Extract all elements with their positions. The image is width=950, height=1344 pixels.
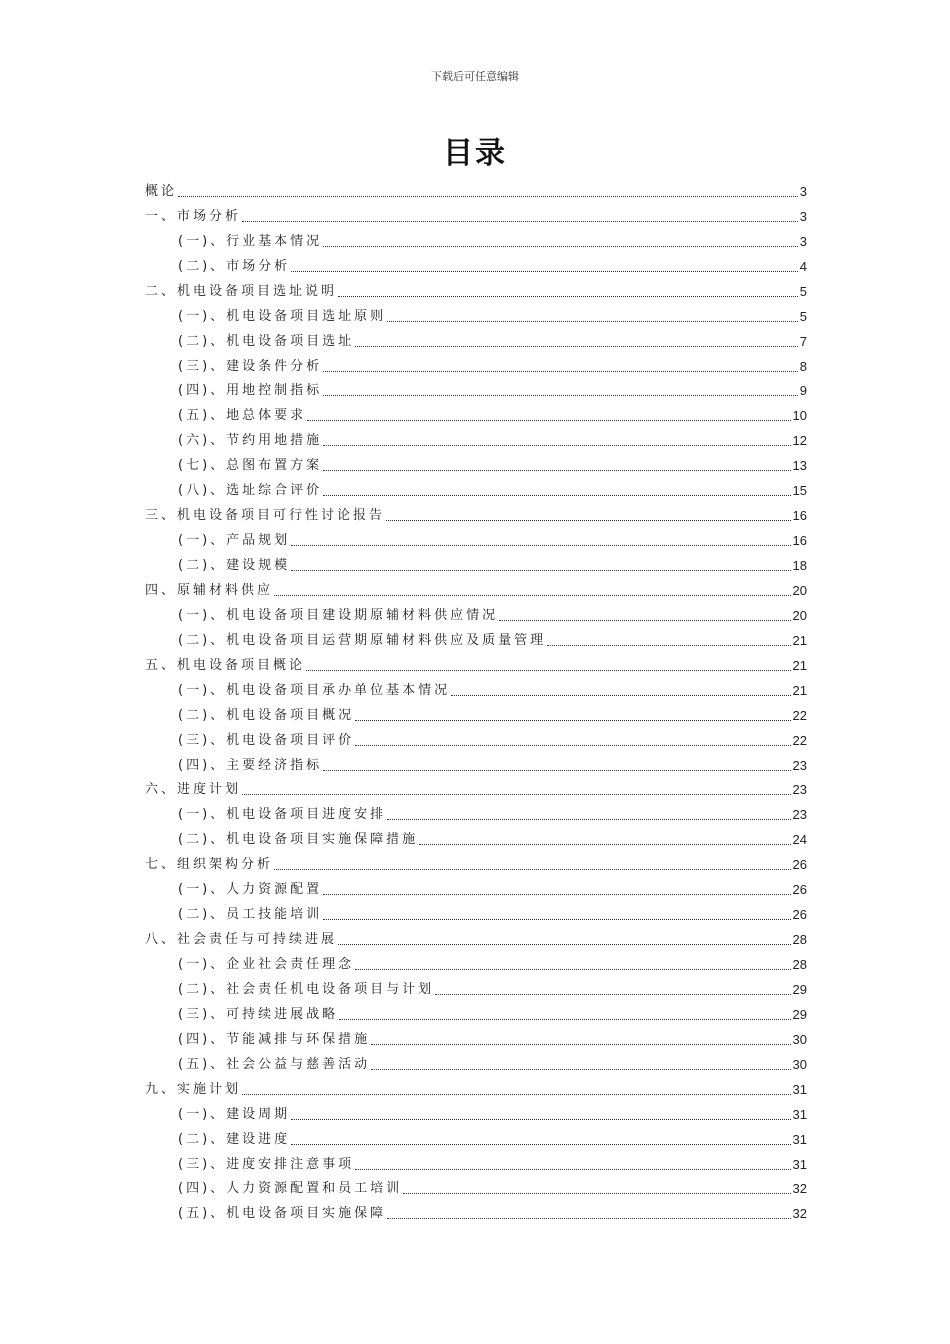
toc-entry[interactable] (145, 750, 807, 775)
toc-entry-page-number: 23 (792, 807, 807, 823)
toc-entry[interactable] (145, 176, 807, 201)
toc-entry-label: (四)、主要经济指标 (178, 757, 323, 773)
dot-leader (339, 1019, 790, 1020)
toc-entry-page-number: 23 (792, 782, 807, 798)
toc-entry-label: (三)、机电设备项目评价 (178, 732, 355, 748)
toc-entry-label: (一)、企业社会责任理念 (178, 957, 355, 972)
dot-leader (499, 620, 790, 621)
toc-entry-page-number: 26 (792, 907, 807, 923)
toc-entry-page-number: 7 (799, 333, 807, 349)
toc-entry[interactable] (145, 500, 807, 525)
toc-entry[interactable] (145, 1049, 807, 1074)
toc-entry-page-number: 32 (792, 1181, 807, 1197)
dot-leader (387, 321, 798, 322)
dot-leader (323, 470, 790, 471)
toc-entry[interactable] (145, 600, 807, 625)
toc-entry-page-number: 31 (792, 1156, 807, 1172)
toc-entry-page-number: 8 (799, 358, 807, 374)
toc-entry-page-number: 20 (792, 582, 807, 598)
toc-entry-page-number: 31 (792, 1106, 807, 1122)
toc-entry-page-number: 32 (792, 1206, 807, 1222)
dot-leader (387, 819, 790, 820)
toc-entry-label: 六、进度计划 (145, 782, 242, 798)
toc-entry[interactable] (145, 725, 807, 750)
toc-title: 目录 (443, 136, 507, 171)
toc-entry[interactable] (145, 475, 807, 500)
toc-entry-label: (五)、社会公益与慈善活动 (178, 1056, 371, 1072)
toc-entry-label: (二)、社会责任机电设备项目与计划 (178, 981, 435, 997)
toc-entry-label: 一、市场分析 (145, 208, 242, 224)
toc-entry[interactable] (145, 400, 807, 425)
toc-entry[interactable] (145, 376, 807, 401)
toc-entry[interactable] (145, 226, 807, 251)
toc-entry[interactable] (145, 799, 807, 824)
toc-entry[interactable] (145, 1074, 807, 1099)
dot-leader (291, 570, 790, 571)
toc-entry-label: (二)、机电设备项目选址 (178, 333, 355, 349)
dot-leader (306, 670, 791, 671)
toc-entry-label: (三)、可持续进展战略 (178, 1006, 339, 1022)
toc-entry-label: (二)、机电设备项目概况 (178, 707, 355, 723)
toc-entry-label: 八、社会责任与可持续进展 (145, 932, 338, 948)
toc-entry-page-number: 26 (792, 882, 807, 898)
toc-entry-page-number: 21 (792, 632, 807, 648)
toc-entry-label: (二)、机电设备项目实施保障措施 (178, 832, 419, 848)
dot-leader (291, 1144, 790, 1145)
toc-entry-page-number: 3 (799, 233, 807, 249)
toc-entry-page-number: 28 (792, 957, 807, 972)
toc-entry-page-number: 22 (792, 707, 807, 723)
toc-entry-page-number: 29 (792, 981, 807, 997)
toc-entry[interactable] (145, 650, 807, 675)
dot-leader (355, 745, 790, 746)
toc-entry-label: (一)、机电设备项目进度安排 (178, 807, 387, 823)
dot-leader (355, 1169, 790, 1170)
toc-entry[interactable] (145, 874, 807, 899)
toc-entry-label: (一)、机电设备项目承办单位基本情况 (178, 682, 451, 698)
toc-entry-page-number: 31 (792, 1131, 807, 1147)
toc-entry[interactable] (145, 351, 807, 376)
toc-entry-label: (七)、总图布置方案 (178, 458, 323, 474)
toc-entry[interactable] (145, 824, 807, 849)
toc-entry-label: (三)、建设条件分析 (178, 358, 323, 374)
toc-entry[interactable] (145, 326, 807, 351)
header-note: 下载后可任意编辑 (431, 70, 519, 83)
dot-leader (355, 346, 798, 347)
toc-entry[interactable] (145, 974, 807, 999)
toc-entry-page-number: 23 (792, 757, 807, 773)
toc-entry-label: 四、原辅材料供应 (145, 582, 274, 598)
toc-entry-label: (一)、机电设备项目选址原则 (178, 308, 387, 324)
dot-leader (307, 420, 790, 421)
toc-entry-page-number: 15 (792, 483, 807, 499)
dot-leader (274, 595, 791, 596)
toc-entry-label: 三、机电设备项目可行性讨论报告 (145, 508, 386, 524)
toc-entry[interactable] (145, 425, 807, 450)
toc-entry[interactable] (145, 625, 807, 650)
toc-entry-page-number: 26 (792, 857, 807, 873)
toc-entry-label: (二)、建设规模 (178, 558, 291, 573)
toc-entry[interactable] (145, 201, 807, 226)
toc-entry[interactable] (145, 1124, 807, 1149)
toc-entry-page-number: 5 (799, 283, 807, 299)
toc-entry[interactable] (145, 924, 807, 949)
toc-entry-label: (四)、用地控制指标 (178, 383, 323, 399)
toc-entry-label: (二)、市场分析 (178, 258, 291, 274)
toc-entry-label: (一)、人力资源配置 (178, 882, 323, 898)
dot-leader (242, 1094, 791, 1095)
toc-entry-label: (二)、机电设备项目运营期原辅材料供应及质量管理 (178, 632, 547, 648)
toc-entry[interactable] (145, 1174, 807, 1199)
toc-entry-label: (五)、机电设备项目实施保障 (178, 1206, 387, 1222)
toc-entry-label: (六)、节约用地措施 (178, 433, 323, 449)
toc-entry[interactable] (145, 849, 807, 874)
toc-entry[interactable] (145, 1198, 807, 1223)
toc-entry-page-number: 29 (792, 1006, 807, 1022)
toc-entry-page-number: 4 (799, 258, 807, 274)
toc-entry[interactable] (145, 450, 807, 475)
dot-leader (435, 994, 790, 995)
toc-entry-label: 九、实施计划 (145, 1081, 242, 1097)
dot-leader (323, 919, 790, 920)
toc-entry-page-number: 10 (792, 408, 807, 424)
toc-entry-label: (一)、行业基本情况 (178, 233, 323, 249)
table-of-contents (145, 176, 807, 1223)
dot-leader (274, 869, 791, 870)
dot-leader (403, 1193, 790, 1194)
toc-entry-page-number: 13 (792, 458, 807, 474)
toc-entry[interactable] (145, 550, 807, 575)
toc-entry[interactable] (145, 251, 807, 276)
toc-entry-page-number: 30 (792, 1056, 807, 1072)
toc-entry-label: (一)、产品规划 (178, 533, 291, 549)
toc-entry-page-number: 18 (792, 558, 807, 573)
dot-leader (323, 371, 798, 372)
toc-entry-label: (二)、建设进度 (178, 1131, 291, 1147)
dot-leader (371, 1069, 790, 1070)
dot-leader (547, 645, 790, 646)
dot-leader (371, 1044, 790, 1045)
toc-entry[interactable] (145, 899, 807, 924)
dot-leader (242, 221, 798, 222)
dot-leader (323, 445, 790, 446)
dot-leader (178, 196, 798, 197)
dot-leader (338, 944, 791, 945)
toc-entry-label: 概论 (145, 183, 178, 199)
dot-leader (323, 395, 798, 396)
dot-leader (323, 770, 790, 771)
dot-leader (323, 246, 798, 247)
dot-leader (291, 271, 798, 272)
toc-entry[interactable] (145, 700, 807, 725)
dot-leader (242, 794, 791, 795)
dot-leader (323, 495, 790, 496)
dot-leader (355, 720, 790, 721)
toc-entry-page-number: 31 (792, 1081, 807, 1097)
dot-leader (291, 1119, 790, 1120)
toc-entry-page-number: 20 (792, 607, 807, 623)
toc-entry[interactable] (145, 949, 807, 974)
dot-leader (387, 1218, 790, 1219)
toc-entry-page-number: 3 (799, 183, 807, 199)
toc-entry-label: (五)、地总体要求 (178, 408, 307, 424)
toc-entry-page-number: 3 (799, 208, 807, 224)
toc-entry-label: 二、机电设备项目选址说明 (145, 283, 338, 299)
toc-entry-label: (四)、人力资源配置和员工培训 (178, 1181, 403, 1197)
toc-entry-label: (一)、建设周期 (178, 1106, 291, 1122)
toc-entry[interactable] (145, 675, 807, 700)
toc-entry-label: (四)、节能减排与环保措施 (178, 1031, 371, 1047)
toc-entry[interactable] (145, 999, 807, 1024)
toc-entry[interactable] (145, 301, 807, 326)
toc-entry-label: 七、组织架构分析 (145, 857, 274, 873)
toc-entry[interactable] (145, 525, 807, 550)
toc-entry[interactable] (145, 1149, 807, 1174)
toc-entry-label: (二)、员工技能培训 (178, 907, 323, 923)
toc-entry[interactable] (145, 575, 807, 600)
toc-entry[interactable] (145, 1024, 807, 1049)
toc-entry-label: (一)、机电设备项目建设期原辅材料供应情况 (178, 607, 499, 623)
dot-leader (451, 695, 790, 696)
toc-entry-page-number: 16 (792, 508, 807, 524)
dot-leader (419, 844, 790, 845)
dot-leader (291, 545, 790, 546)
dot-leader (386, 520, 791, 521)
dot-leader (355, 969, 790, 970)
toc-entry-label: (八)、选址综合评价 (178, 483, 323, 499)
toc-entry-label: 五、机电设备项目概论 (145, 657, 306, 673)
toc-entry[interactable] (145, 1099, 807, 1124)
dot-leader (338, 296, 798, 297)
dot-leader (323, 894, 790, 895)
toc-entry-page-number: 9 (799, 383, 807, 399)
toc-entry-page-number: 24 (792, 832, 807, 848)
toc-entry-page-number: 12 (792, 433, 807, 449)
toc-entry[interactable] (145, 775, 807, 800)
toc-entry-page-number: 21 (792, 657, 807, 673)
toc-entry-label: (三)、进度安排注意事项 (178, 1156, 355, 1172)
toc-entry[interactable] (145, 276, 807, 301)
toc-entry-page-number: 22 (792, 732, 807, 748)
toc-entry-page-number: 16 (792, 533, 807, 549)
toc-entry-page-number: 28 (792, 932, 807, 948)
toc-entry-page-number: 21 (792, 682, 807, 698)
toc-entry-page-number: 5 (799, 308, 807, 324)
toc-entry-page-number: 30 (792, 1031, 807, 1047)
